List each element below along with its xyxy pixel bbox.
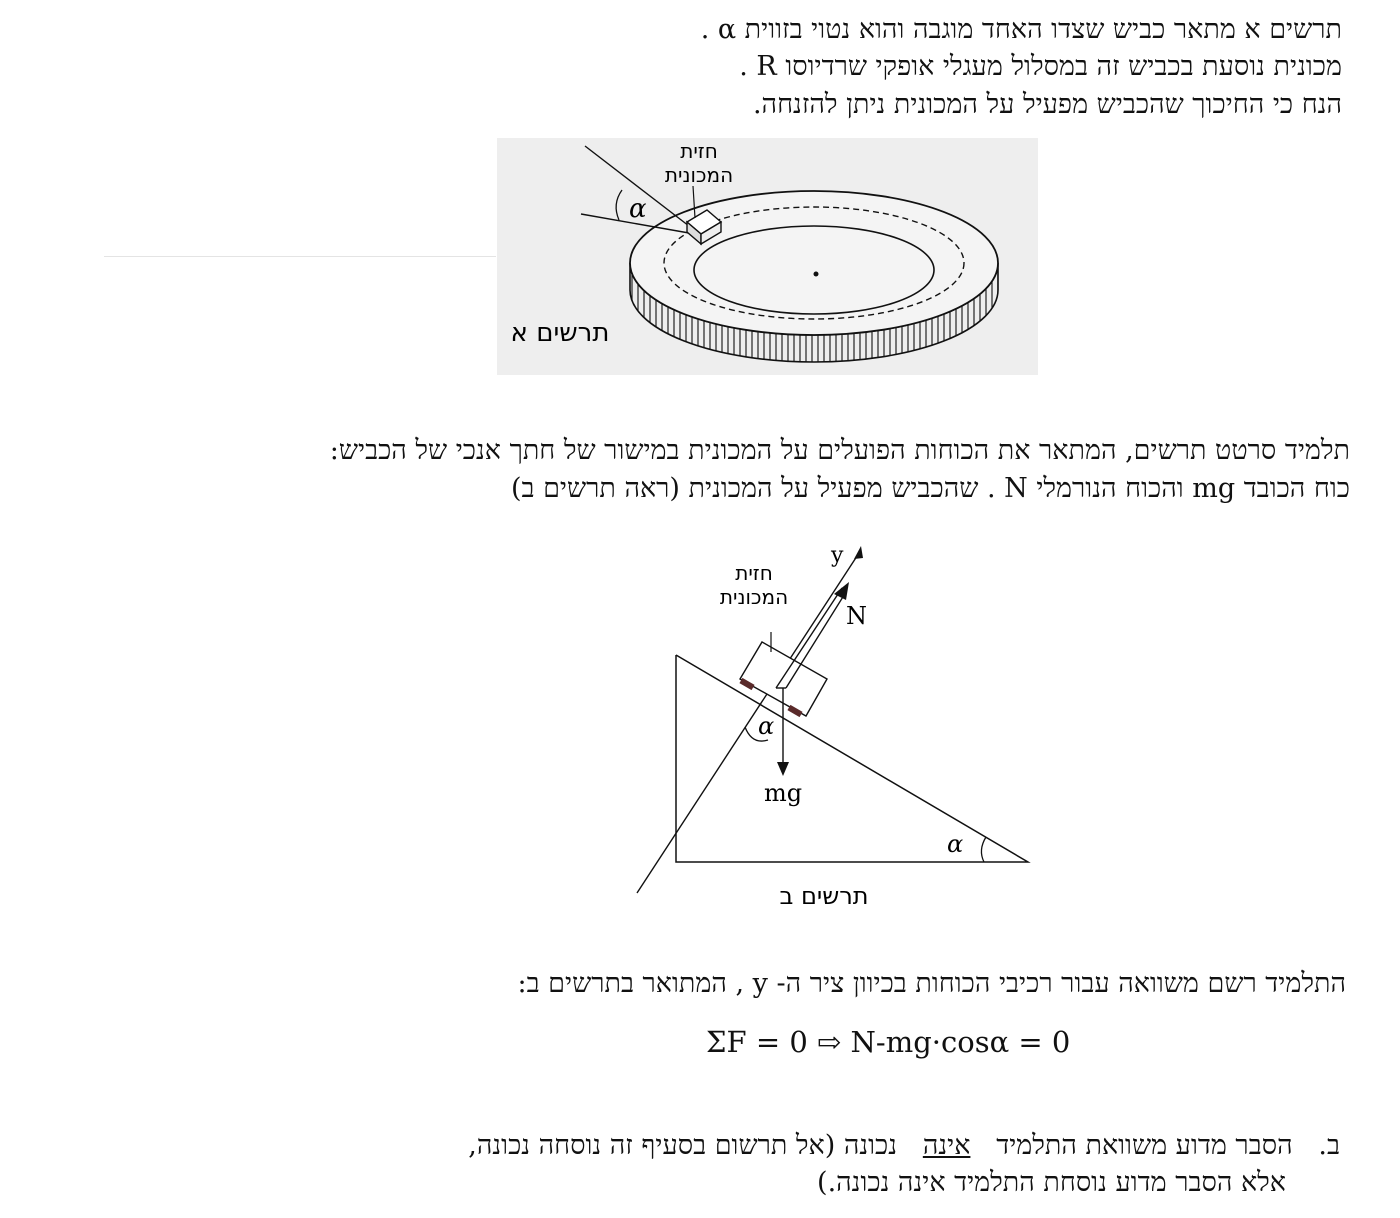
scan-artifact-line: [104, 256, 496, 257]
question-b-number: ב.: [1318, 1130, 1340, 1161]
student-equation: ΣF = 0 ⇨ N-mg·cosα = 0: [706, 1025, 1071, 1059]
angle-arc-a: [616, 190, 622, 220]
student-line-2: כוח הכובד mg והכוח הנורמלי N . שהכביש מפעיל על המכונית (ראה תרשים ב): [510, 473, 1350, 504]
figure-b-caption: תרשים ב: [779, 882, 869, 910]
normal-force-label: N: [846, 602, 867, 630]
track-inner-edge: [694, 226, 934, 314]
figure-b-drawing: [620, 540, 1060, 920]
figure-b-angle-bottom: α: [947, 830, 964, 858]
intro-line-3: הנח כי החיכוך שהכביש מפעיל על המכונית ניתן להזנחה.: [752, 89, 1342, 120]
y-axis-arrowhead: [854, 546, 863, 559]
figure-a-angle-label: α: [629, 194, 647, 224]
figure-a-caption: תרשים א: [510, 318, 610, 348]
student-line-1: תלמיד סרטט תרשים, המתאר את הכוחות הפועלים על המכונית במישור של חתך אנכי של הכביש:: [329, 435, 1350, 466]
figure-a-car-label-2: המכונית: [664, 163, 734, 187]
figure-b-car-label-2: המכונית: [719, 585, 789, 609]
figure-a-drawing: [497, 138, 1038, 375]
y-axis-label: y: [831, 543, 844, 568]
question-b-part-1: הסבר מדוע משוואת התלמיד: [996, 1130, 1293, 1161]
figure-b-angle-top: α: [758, 712, 775, 740]
figure-a-car-label-1: חזית: [680, 139, 718, 163]
question-b-line-1: [468, 1128, 1340, 1164]
figure-b-car-label-1: חזית: [735, 561, 773, 585]
question-b-part-2: נכונה (אל תרשום בסעיף זה נוסחה נכונה,: [468, 1130, 898, 1161]
intro-line-2: מכונית נוסעת בכביש זה במסלול מעגלי אופקי שרדיוסו R .: [739, 51, 1342, 82]
question-b-underlined: אינה: [922, 1130, 971, 1161]
track-center-dot: [814, 272, 819, 277]
angle-arc-bottom: [981, 837, 986, 862]
figure-a: [497, 138, 1038, 375]
equation-intro: התלמיד רשם משוואה עבור רכיבי הכוחות בכיוון ציר ה- y , המתואר בתרשים ב:: [517, 968, 1346, 999]
question-b-line-2: אלא הסבר מדוע נוסחת התלמיד אינה נכונה.): [817, 1167, 1286, 1198]
intro-line-1: תרשים א מתאר כביש שצדו האחד מוגבה והוא נטוי בזווית α .: [700, 14, 1342, 45]
weight-label: mg: [764, 779, 803, 807]
figure-b: [620, 540, 1060, 920]
incline-triangle: [676, 655, 1028, 862]
